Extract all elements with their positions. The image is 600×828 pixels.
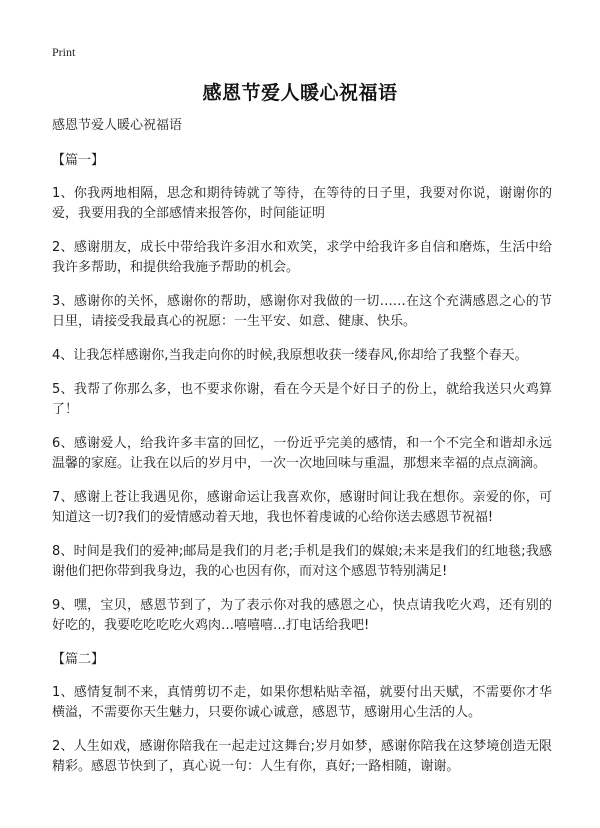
article-body (52, 116, 552, 791)
paragraph: 8、时间是我们的爱神;邮局是我们的月老;手机是我们的媒娘;未来是我们的红地毯;我感谢他们把你带到我身边，我的心也因有你，而对这个感恩节特别满足! (52, 544, 552, 579)
article-subtitle: 感恩节爱人暖心祝福语 (52, 118, 183, 133)
paragraph: 2、感谢朋友，成长中带给我许多泪水和欢笑，求学中给我许多自信和磨炼，生活中给我许多帮助，和提供给我施予帮助的机会。 (52, 240, 552, 275)
paragraph: 7、感谢上苍让我遇见你，感谢命运让我喜欢你，感谢时间让我在想你。亲爱的你，可知道这一切?我们的爱情感动着天地，我也怀着虔诚的心给你送去感恩节祝福! (52, 490, 552, 525)
paragraph: 5、我帮了你那么多，也不要求你谢，看在今天是个好日子的份上，就给我送只火鸡算了！ (52, 382, 552, 417)
section-heading: 【篇一】 (52, 153, 105, 168)
section-heading: 【篇二】 (52, 652, 105, 667)
paragraph: 6、感谢爱人，给我许多丰富的回忆，一份近乎完美的感情，和一个不完全和谐却永远温馨的家庭。让我在以后的岁月中，一次一次地回味与重温，那想来幸福的点点滴滴。 (52, 436, 552, 471)
page-title: 感恩节爱人暖心祝福语 (202, 82, 398, 104)
section-1 (52, 151, 552, 636)
paragraph: 4、让我怎样感谢你,当我走向你的时候,我原想收获一缕春风,你却给了我整个春天。 (52, 348, 528, 363)
paragraph: 9、嘿，宝贝，感恩节到了，为了表示你对我的感恩之心，快点请我吃火鸡，还有别的好吃的，我要吃吃吃吃火鸡肉…嘻嘻嘻…打电话给我吧! (52, 598, 552, 633)
section-2 (52, 650, 552, 777)
paragraph: 1、感情复制不来，真情剪切不走，如果你想粘贴幸福，就要付出天赋，不需要你才华横溢，不需要你天生魅力，只要你诚心诚意，感恩节，感谢用心生活的人。 (52, 685, 552, 720)
paragraph: 3、感谢你的关怀，感谢你的帮助，感谢你对我做的一切……在这个充满感恩之心的节日里，请接受我最真心的祝愿：一生平安、如意、健康、快乐。 (52, 294, 552, 329)
print-link[interactable]: Print (52, 45, 76, 59)
paragraph: 1、你我两地相隔，思念和期待铸就了等待，在等待的日子里，我要对你说，谢谢你的爱，我要用我的全部感情来报答你，时间能证明 (52, 186, 552, 221)
paragraph: 2、人生如戏，感谢你陪我在一起走过这舞台;岁月如梦，感谢你陪我在这梦境创造无限精彩。感恩节快到了，真心说一句：人生有你，真好;一路相随，谢谢。 (52, 739, 552, 774)
